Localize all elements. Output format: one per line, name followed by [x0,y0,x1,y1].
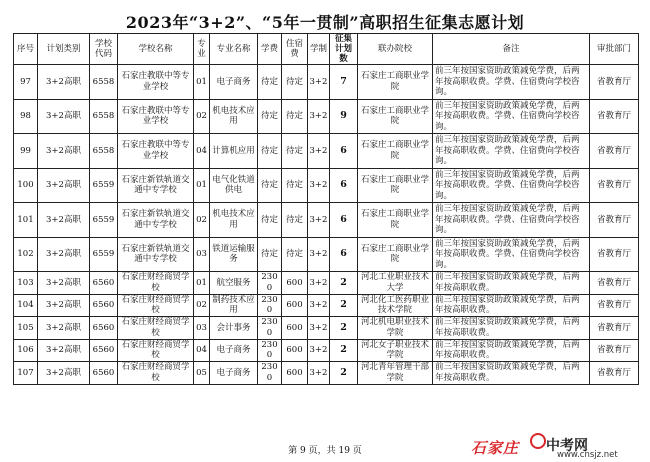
cell-no: 106 [14,339,38,362]
header-cell: 联办院校 [358,34,433,65]
page-title: 2023年“3+2”、“5年一贯制”高职招生征集志愿计划 [125,13,525,32]
cell-plan: 2 [330,317,358,340]
cell-code: 6560 [90,294,118,317]
cell-note: 前三年按国家资助政策减免学费，后两年按高职收费。 [433,294,590,317]
cell-no: 102 [14,237,38,272]
table-row [14,362,639,385]
header-cell: 专业 [194,34,210,65]
header-cell: 审批部门 [590,34,639,65]
cell-code: 6558 [90,65,118,100]
cell-school: 石家庄财经商贸学校 [118,362,194,385]
cell-code: 6559 [90,168,118,203]
cell-major-code: 02 [194,294,210,317]
cell-type: 3+2高职 [38,168,90,203]
cell-note: 前三年按国家资助政策减免学费，后两年按高职收费。 [433,362,590,385]
cell-major-code: 04 [194,134,210,169]
cell-dept: 省教育厅 [590,134,639,169]
cell-major: 计算机应用 [210,134,258,169]
cell-no: 99 [14,134,38,169]
watermark-site-name: 中考网 [546,438,588,454]
cell-major-code: 01 [194,65,210,100]
cell-major-code: 01 [194,272,210,295]
cell-partner: 河北化工医药职业技术学院 [358,294,433,317]
cell-dept: 省教育厅 [590,339,639,362]
cell-no: 103 [14,272,38,295]
cell-duration: 3+2 [308,203,330,238]
cell-partner: 石家庄工商职业学院 [358,65,433,100]
cell-type: 3+2高职 [38,203,90,238]
cell-major: 电子商务 [210,362,258,385]
cell-code: 6558 [90,134,118,169]
table-row [14,272,639,295]
cell-partner: 石家庄工商职业学院 [358,168,433,203]
cell-type: 3+2高职 [38,134,90,169]
table-row [14,203,639,238]
cell-tuition: 待定 [258,168,282,203]
cell-duration: 3+2 [308,362,330,385]
cell-note: 前三年按国家资助政策减免学费，后两年按高职收费。 [433,339,590,362]
table-row [14,339,639,362]
cell-type: 3+2高职 [38,65,90,100]
cell-lodging: 待定 [282,65,308,100]
cell-school: 石家庄教联中等专业学校 [118,65,194,100]
cell-tuition: 2300 [258,317,282,340]
cell-lodging: 待定 [282,168,308,203]
page-number: 第 9 页，共 19 页 [288,446,362,456]
cell-note: 前三年按国家资助政策减免学费，后两年按高职收费。学费、住宿费向学校咨询。 [433,134,590,169]
table-row [14,294,639,317]
cell-dept: 省教育厅 [590,362,639,385]
cell-lodging: 待定 [282,203,308,238]
cell-partner: 石家庄工商职业学院 [358,134,433,169]
cell-duration: 3+2 [308,317,330,340]
header-cell: 专业名称 [210,34,258,65]
cell-note: 前三年按国家资助政策减免学费，后两年按高职收费。学费、住宿费向学校咨询。 [433,168,590,203]
cell-duration: 3+2 [308,168,330,203]
cell-school: 石家庄教联中等专业学校 [118,134,194,169]
cell-dept: 省教育厅 [590,317,639,340]
cell-tuition: 2300 [258,339,282,362]
header-cell: 序号 [14,34,38,65]
cell-dept: 省教育厅 [590,272,639,295]
cell-partner: 石家庄工商职业学院 [358,237,433,272]
header-cell: 学费 [258,34,282,65]
cell-dept: 省教育厅 [590,294,639,317]
cell-plan: 2 [330,339,358,362]
cell-tuition: 待定 [258,203,282,238]
cell-partner: 石家庄工商职业学院 [358,203,433,238]
cell-plan: 2 [330,272,358,295]
cell-code: 6558 [90,99,118,134]
cell-duration: 3+2 [308,65,330,100]
cell-major-code: 01 [194,168,210,203]
header-cell: 征集计划数 [330,34,358,65]
cell-type: 3+2高职 [38,272,90,295]
cell-type: 3+2高职 [38,294,90,317]
cell-duration: 3+2 [308,237,330,272]
cell-code: 6560 [90,272,118,295]
cell-lodging: 600 [282,339,308,362]
cell-tuition: 待定 [258,65,282,100]
cell-type: 3+2高职 [38,362,90,385]
cell-major: 机电技术应用 [210,99,258,134]
cell-plan: 6 [330,134,358,169]
header-cell: 学制 [308,34,330,65]
cell-major-code: 05 [194,362,210,385]
header-cell: 备注 [433,34,590,65]
cell-major: 电气化铁道供电 [210,168,258,203]
cell-no: 98 [14,99,38,134]
cell-note: 前三年按国家资助政策减免学费，后两年按高职收费。学费、住宿费向学校咨询。 [433,99,590,134]
header-cell: 学校代码 [90,34,118,65]
watermark-ring-icon [530,433,546,449]
table-row [14,99,639,134]
cell-dept: 省教育厅 [590,237,639,272]
cell-partner: 河北青年管理干部学院 [358,362,433,385]
table-row [14,134,639,169]
header-cell: 计划类别 [38,34,90,65]
cell-partner: 河北工业职业技术大学 [358,272,433,295]
cell-lodging: 600 [282,272,308,295]
cell-school: 石家庄财经商贸学校 [118,317,194,340]
cell-code: 6560 [90,339,118,362]
cell-major: 制药技术应用 [210,294,258,317]
cell-dept: 省教育厅 [590,65,639,100]
cell-plan: 2 [330,362,358,385]
cell-note: 前三年按国家资助政策减免学费，后两年按高职收费。学费、住宿费向学校咨询。 [433,237,590,272]
cell-duration: 3+2 [308,339,330,362]
cell-duration: 3+2 [308,99,330,134]
cell-plan: 6 [330,237,358,272]
cell-dept: 省教育厅 [590,99,639,134]
table-header-row [14,34,639,65]
cell-duration: 3+2 [308,272,330,295]
table-row [14,168,639,203]
cell-code: 6559 [90,203,118,238]
cell-major-code: 04 [194,339,210,362]
cell-lodging: 待定 [282,237,308,272]
cell-tuition: 2300 [258,272,282,295]
cell-lodging: 600 [282,317,308,340]
watermark-brand-logo: 石家庄 [471,439,520,457]
cell-major: 会计事务 [210,317,258,340]
cell-no: 105 [14,317,38,340]
cell-no: 107 [14,362,38,385]
cell-type: 3+2高职 [38,237,90,272]
cell-type: 3+2高职 [38,339,90,362]
cell-tuition: 待定 [258,134,282,169]
table-row [14,317,639,340]
table-row [14,65,639,100]
cell-tuition: 2300 [258,362,282,385]
cell-duration: 3+2 [308,134,330,169]
cell-partner: 石家庄工商职业学院 [358,99,433,134]
cell-dept: 省教育厅 [590,168,639,203]
cell-note: 前三年按国家资助政策减免学费，后两年按高职收费。学费、住宿费向学校咨询。 [433,65,590,100]
cell-major: 机电技术应用 [210,203,258,238]
cell-no: 97 [14,65,38,100]
cell-school: 石家庄教联中等专业学校 [118,99,194,134]
cell-duration: 3+2 [308,294,330,317]
cell-major-code: 02 [194,99,210,134]
cell-code: 6560 [90,317,118,340]
cell-type: 3+2高职 [38,99,90,134]
cell-school: 石家庄新铁轨道交通中专学校 [118,203,194,238]
cell-major: 电子商务 [210,339,258,362]
cell-lodging: 600 [282,294,308,317]
cell-lodging: 待定 [282,134,308,169]
cell-note: 前三年按国家资助政策减免学费，后两年按高职收费。学费、住宿费向学校咨询。 [433,203,590,238]
cell-code: 6560 [90,362,118,385]
cell-major-code: 03 [194,317,210,340]
header-cell: 住宿费 [282,34,308,65]
cell-no: 101 [14,203,38,238]
cell-dept: 省教育厅 [590,203,639,238]
cell-major: 电子商务 [210,65,258,100]
cell-code: 6559 [90,237,118,272]
cell-school: 石家庄新铁轨道交通中专学校 [118,168,194,203]
watermark-url: www.cnsjz.net [557,450,618,460]
cell-plan: 2 [330,294,358,317]
cell-note: 前三年按国家资助政策减免学费，后两年按高职收费。 [433,272,590,295]
cell-plan: 7 [330,65,358,100]
table-row [14,237,639,272]
cell-tuition: 待定 [258,237,282,272]
cell-tuition: 2300 [258,294,282,317]
cell-no: 100 [14,168,38,203]
cell-lodging: 600 [282,362,308,385]
cell-major: 航空服务 [210,272,258,295]
cell-tuition: 待定 [258,99,282,134]
cell-school: 石家庄财经商贸学校 [118,339,194,362]
cell-major-code: 03 [194,237,210,272]
header-cell: 学校名称 [118,34,194,65]
cell-plan: 6 [330,203,358,238]
enrollment-table [13,33,639,385]
cell-type: 3+2高职 [38,317,90,340]
cell-note: 前三年按国家资助政策减免学费，后两年按高职收费。 [433,317,590,340]
cell-partner: 河北机电职业技术学院 [358,317,433,340]
cell-plan: 6 [330,168,358,203]
cell-school: 石家庄新铁轨道交通中专学校 [118,237,194,272]
cell-school: 石家庄财经商贸学校 [118,294,194,317]
cell-plan: 9 [330,99,358,134]
cell-school: 石家庄财经商贸学校 [118,272,194,295]
cell-major-code: 02 [194,203,210,238]
cell-partner: 河北女子职业技术学院 [358,339,433,362]
cell-lodging: 待定 [282,99,308,134]
cell-major: 铁道运输服务 [210,237,258,272]
cell-no: 104 [14,294,38,317]
